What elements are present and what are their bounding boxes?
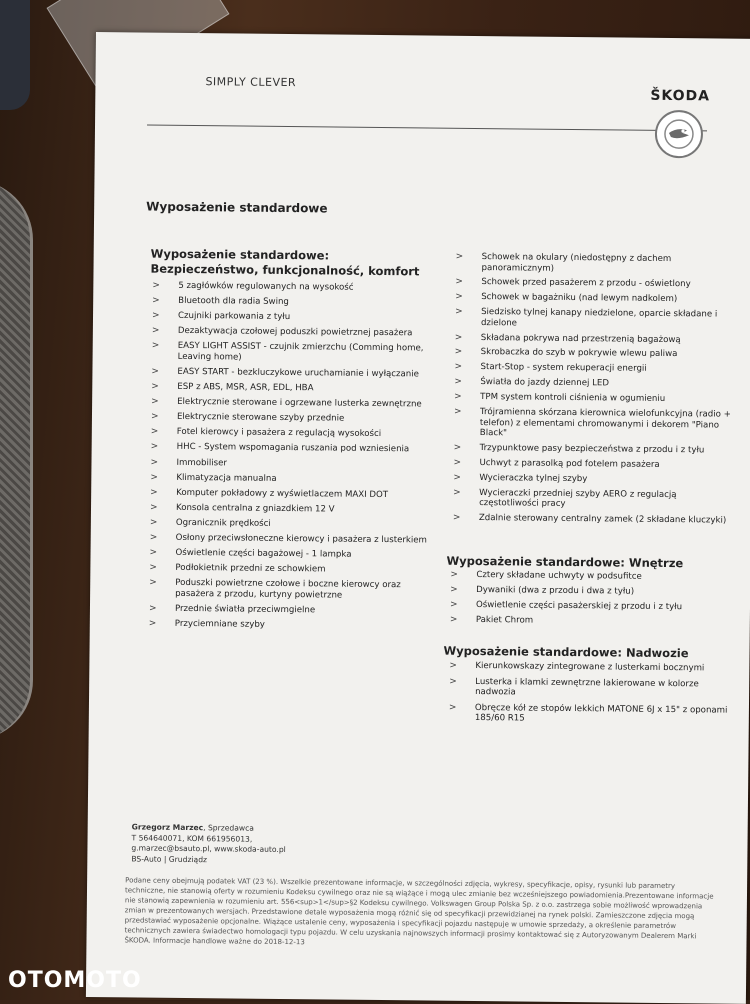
list-item-text: Osłony przeciwsłoneczne kierowcy i pasażera z lusterkiem — [175, 532, 427, 546]
list-item — [151, 427, 436, 440]
bullet-icon: > — [148, 603, 157, 614]
bullet-icon: > — [454, 377, 462, 388]
skoda-arrow-icon — [663, 118, 695, 150]
bullet-icon: > — [449, 660, 457, 671]
document-page — [86, 32, 750, 1004]
safety-list — [149, 281, 438, 637]
list-item — [453, 458, 733, 471]
bullet-icon: > — [152, 295, 160, 306]
list-item — [450, 585, 730, 598]
bullet-icon: > — [151, 325, 160, 336]
list-item — [454, 362, 734, 375]
list-item — [450, 615, 730, 628]
list-item-text: Oświetlenie części pasażerskiej z przodu i z tyłu — [475, 600, 683, 613]
bullet-icon: > — [453, 406, 462, 417]
list-item — [453, 472, 733, 485]
bullet-icon: > — [151, 381, 159, 392]
list-item-text: Pakiet Chrom — [475, 615, 534, 626]
list-item — [152, 326, 437, 339]
otomoto-watermark: OTOMOTO — [8, 968, 142, 993]
bullet-icon: > — [151, 340, 160, 352]
exterior-list — [449, 661, 730, 731]
list-item — [152, 296, 437, 309]
list-item-text: Komputer pokładowy z wyświetlaczem MAXI DOT — [176, 487, 389, 500]
list-item-text: Przyciemniane szyby — [174, 618, 265, 630]
bullet-icon: > — [149, 562, 157, 573]
list-item-text: Ogranicznik prędkości — [175, 517, 271, 529]
bullet-icon: > — [151, 310, 160, 321]
bullet-icon: > — [151, 396, 159, 407]
bullet-icon: > — [151, 366, 160, 377]
header-rule — [147, 125, 707, 132]
bullet-icon: > — [454, 362, 463, 373]
list-item — [151, 367, 436, 380]
bullet-icon: > — [454, 347, 463, 358]
bullet-icon: > — [149, 517, 158, 528]
list-item-text: Cztery składane uchwyty w podsufitce — [476, 570, 642, 582]
section-title-exterior: Wyposażenie standardowe: Nadwozie — [443, 643, 689, 661]
bullet-icon: > — [148, 618, 157, 629]
list-item — [453, 487, 733, 511]
list-item — [450, 600, 730, 613]
list-item-text: 5 zagłówków regulowanych na wysokość — [178, 280, 354, 293]
bullet-icon: > — [453, 487, 461, 498]
bullet-icon: > — [450, 569, 458, 580]
list-item — [455, 277, 735, 290]
bullet-icon: > — [149, 532, 158, 543]
list-item-text: Oświetlenie części bagażowej - 1 lampka — [175, 547, 352, 560]
bullet-icon: > — [452, 512, 461, 523]
list-item — [455, 252, 735, 276]
interior-list — [450, 570, 731, 633]
list-item-text: TPM system kontroli ciśnienia w ogumieniu — [480, 392, 666, 405]
bullet-icon: > — [455, 292, 463, 303]
list-item-text: Czujniki parkowania z tyłu — [177, 311, 291, 323]
list-item — [151, 397, 436, 410]
list-item — [454, 392, 734, 405]
bullet-icon: > — [448, 702, 457, 713]
skoda-logo-icon — [655, 110, 704, 159]
list-item-text: Immobiliser — [176, 457, 228, 468]
list-item — [152, 311, 437, 324]
bullet-icon: > — [150, 442, 159, 453]
bullet-icon: > — [449, 615, 458, 626]
list-item-text: Uchwyt z parasolką pod fotelem pasażera — [479, 457, 660, 470]
bullet-icon: > — [449, 599, 458, 611]
bullet-icon: > — [149, 547, 158, 558]
list-item — [453, 513, 733, 526]
contact-name: Grzegorz Marzec — [131, 822, 204, 833]
list-item-text: Dywaniki (dwa z przodu i dwa z tyłu) — [476, 585, 635, 597]
section-title-interior: Wyposażenie standardowe: Wnętrze — [446, 553, 684, 571]
list-item — [149, 619, 434, 632]
list-item-text: Kierunkowskazy zintegrowane z lusterkami bocznymi — [475, 661, 705, 674]
list-item — [455, 332, 735, 345]
tagline: SIMPLY CLEVER — [205, 75, 297, 90]
list-item — [150, 472, 435, 485]
list-item — [449, 702, 729, 726]
list-item-text: Poduszki powietrzne czołowe i boczne kierowcy oraz pasażera z przodu, kurtyny powietrzne — [175, 578, 401, 601]
list-item-text: Zdalnie sterowany centralny zamek (2 składane kluczyki) — [478, 513, 727, 526]
list-item-text: Fotel kierowcy i pasażera z regulacją wysokości — [176, 427, 382, 440]
list-item-text: EASY LIGHT ASSIST - czujnik zmierzchu (Comming home, Leaving home) — [177, 341, 424, 363]
list-item — [454, 443, 734, 456]
bullet-icon: > — [453, 442, 462, 453]
bullet-icon: > — [450, 584, 458, 595]
list-item — [149, 578, 434, 602]
list-item-text: Trzypunktowe pasy bezpieczeństwa z przodu i z tyłu — [479, 442, 705, 456]
list-item — [455, 292, 735, 305]
list-item-text: ESP z ABS, MSR, ASR, EDL, HBA — [177, 381, 314, 394]
bullet-icon: > — [453, 457, 462, 468]
bullet-icon: > — [150, 411, 159, 422]
list-item — [449, 676, 729, 700]
list-item-text: Lusterka i klamki zewnętrzne lakierowane w kolorze nadwozia — [475, 676, 699, 698]
list-item-text: Przednie światła przeciwmgielne — [174, 603, 316, 616]
list-item — [152, 281, 437, 294]
contact-dealer: BS-Auto | Grudziądz — [131, 853, 208, 864]
list-item-text: Trójramienna skórzana kierownica wielofunkcyjna (radio + telefon) z elementami chromowanymi i dekorem "Piano Black" — [479, 407, 731, 439]
list-item — [450, 570, 730, 583]
list-item-text: Światła do jazdy dziennej LED — [480, 377, 610, 389]
list-item-text: Dezaktywacja czołowej poduszki powietrznej pasażera — [177, 326, 413, 339]
list-item-text: EASY START - bezkluczykowe uruchamianie i wyłączanie — [177, 366, 419, 380]
list-item — [454, 377, 734, 390]
list-item-text: Konsola centralna z gniazdkiem 12 V — [175, 502, 335, 515]
list-item — [150, 517, 435, 530]
bullet-icon: > — [152, 280, 160, 291]
list-item — [149, 563, 434, 576]
bullet-icon: > — [149, 577, 157, 588]
comfort-list — [453, 252, 736, 531]
list-item — [152, 341, 437, 365]
list-item — [150, 533, 435, 546]
list-item — [455, 307, 735, 331]
page-title: Wyposażenie standardowe — [146, 199, 328, 216]
list-item — [455, 347, 735, 360]
legal-disclaimer: Podane ceny obejmują podatek VAT (23 %). Wszelkie prezentowane informacje, w szczególności zdjęcia, wykresy, specyfikacje, opisy, rysunki lub parametry techniczne, nie stanowią oferty w rozumieniu Kodeksu cywilnego oraz nie są wiążące i mogą ulec zmianie bez wcześniejszego powiadomienia.Prezentowane informacje nie stanowią zapewnienia w rozumieniu art. 556<sup>1</sup>§2 Kodeksu cywilnego. Volkswagen Group Polska Sp. z o.o. zastrzega sobie możliwość wprowadzenia zmian w prezentowanych wersjach. Przedstawione detale wyposażenia mogą różnić się od specyfikacji przewidzianej na rynek polski. Zamieszczone zdjęcia mogą przedstawiać wyposażenie opcjonalne. Wiążące ustalenie ceny, wyposażenia i specyfikacji pojazdu następuje w umowie sprzedaży, a określenie parametrów technicznych zawiera świadectwo homologacji typu pojazdu. W celu uzyskania najnowszych informacji prosimy kontaktować się z Autoryzowanym Dealerem Marki ŠKODA. Informacje handlowe ważne do 2018-12-13 — [124, 876, 714, 947]
bullet-icon: > — [150, 487, 158, 498]
list-item — [151, 382, 436, 395]
list-item — [449, 661, 729, 674]
list-item-text: Podłokietnik przedni ze schowkiem — [175, 563, 326, 575]
section-title-safety: Wyposażenie standardowe: Bezpieczeństwo, funkcjonalność, komfort — [150, 246, 420, 279]
list-item — [454, 407, 734, 441]
list-item-text: Schowek w bagażniku (nad lewym nadkolem) — [481, 292, 678, 305]
bullet-icon: > — [455, 306, 463, 318]
dark-fabric — [0, 0, 30, 110]
list-item-text: Skrobaczka do szyb w pokrywie wlewu paliwa — [480, 347, 678, 360]
bullet-icon: > — [149, 502, 158, 513]
contact-phones: T 564640071, KOM 661956013, — [131, 832, 253, 844]
list-item — [151, 412, 436, 425]
list-item-text: Bluetooth dla radia Swing — [178, 295, 289, 308]
list-item-text: Siedzisko tylnej kanapy niedzielone, oparcie składane i dzielone — [480, 307, 718, 329]
list-item — [150, 457, 435, 470]
contact-role: , Sprzedawca — [203, 823, 254, 833]
list-item-text: Start-Stop - system rekuperacji energii — [480, 362, 647, 375]
contact-block — [131, 822, 286, 866]
bullet-icon: > — [454, 332, 463, 343]
list-item-text: Wycieraczka tylnej szyby — [479, 472, 588, 484]
list-item-text: Elektrycznie sterowane i ogrzewane lusterka zewnętrzne — [177, 397, 422, 410]
list-item-text: Składana pokrywa nad przestrzenią bagażową — [480, 332, 681, 345]
list-item-text: Klimatyzacja manualna — [176, 472, 277, 484]
bullet-icon: > — [454, 391, 462, 402]
woven-basket-edge — [0, 180, 33, 740]
list-item — [151, 442, 436, 455]
contact-web: g.marzec@bsauto.pl, www.skoda-auto.pl — [131, 843, 286, 855]
list-item — [150, 502, 435, 515]
brand-name: ŠKODA — [650, 87, 711, 105]
list-item-text: Elektrycznie sterowane szyby przednie — [176, 412, 345, 424]
list-item — [149, 603, 434, 616]
list-item — [150, 487, 435, 500]
bullet-icon: > — [150, 426, 159, 438]
list-item-text: HHC - System wspomagania ruszania pod wzniesienia — [176, 442, 410, 455]
list-item-text: Schowek przed pasażerem z przodu - oświetlony — [481, 277, 691, 290]
bullet-icon: > — [455, 251, 464, 262]
bullet-icon: > — [455, 277, 463, 288]
bullet-icon: > — [453, 472, 461, 483]
list-item — [149, 548, 434, 561]
list-item-text: Wycieraczki przedniej szyby AERO z regulacją częstotliwości pracy — [479, 487, 677, 510]
bullet-icon: > — [150, 457, 159, 468]
list-item-text: Schowek na okulary (niedostępny z dachem panoramicznym) — [481, 252, 672, 274]
list-item-text: Obręcze kół ze stopów lekkich MATONE 6J x 15" z oponami 185/60 R15 — [474, 702, 728, 724]
bullet-icon: > — [150, 472, 158, 483]
bullet-icon: > — [449, 676, 457, 687]
